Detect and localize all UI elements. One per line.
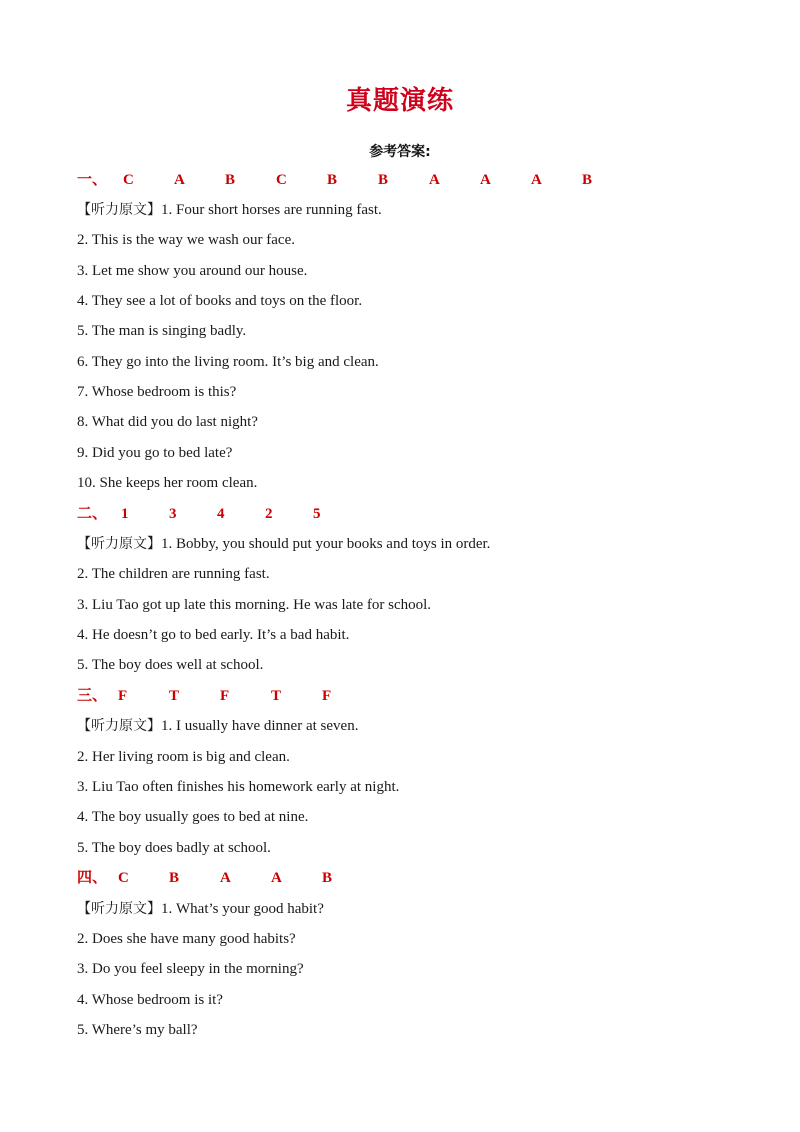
transcript-line: 3. Do you feel sleepy in the morning? [77,961,304,977]
transcript-line: 2. This is the way we wash our face. [77,232,295,248]
transcript-line: 6. They go into the living room. It’s big and clean. [77,354,379,370]
answer: C [123,172,134,188]
page-subtitle: 参考答案: [369,144,431,160]
answer: B [378,172,389,188]
answer: B [169,870,180,886]
answer: 3 [169,506,177,522]
answer: 4 [217,506,225,522]
transcript-line: 3. Liu Tao often finishes his homework early at night. [77,779,400,795]
transcript-line: 4. The boy usually goes to bed at nine. [77,809,309,825]
transcript-line: 4. They see a lot of books and toys on the floor. [77,293,363,309]
section-3-answers [77,686,373,706]
transcript-line: 5. Where’s my ball? [77,1022,198,1038]
transcript-line [77,716,358,736]
answer: B [225,172,236,188]
answer: A [271,870,282,886]
transcript-line: 5. The boy does badly at school. [77,840,271,856]
transcript-line [77,534,490,554]
answer: A [174,172,185,188]
answer: C [276,172,287,188]
answer: A [429,172,440,188]
section-label: 三、 [77,688,108,704]
page-title: 真题演练 [345,86,454,116]
transcript-line: 10. She keeps her room clean. [77,475,258,491]
transcript-line: 9. Did you go to bed late? [77,445,233,461]
transcript-line: 5. The boy does well at school. [77,657,264,673]
transcript-line: 3. Liu Tao got up late this morning. He was late for school. [77,597,432,613]
transcript-line: 5. The man is singing badly. [77,323,247,339]
transcript-line: 4. He doesn’t go to bed early. It’s a bad habit. [77,627,350,643]
answer: B [327,172,338,188]
section-label: 四、 [77,870,108,886]
transcript-tag: 【听力原文】 [77,536,161,552]
transcript-line: 8. What did you do last night? [77,414,258,430]
answer: F [118,688,128,704]
section-2-answers [77,504,361,524]
transcript-text: 1. What’s your good habit? [161,901,324,917]
answer: B [582,172,593,188]
answer: T [169,688,180,704]
transcript-line [77,899,324,919]
transcript-text: 1. Four short horses are running fast. [161,202,382,218]
transcript-line: 7. Whose bedroom is this? [77,384,237,400]
transcript-line: 2. The children are running fast. [77,566,270,582]
transcript-tag: 【听力原文】 [77,718,161,734]
answer: F [220,688,230,704]
transcript-line: 2. Does she have many good habits? [77,931,296,947]
transcript-text: 1. I usually have dinner at seven. [161,718,359,734]
answer: A [531,172,542,188]
section-4-answers [77,868,373,888]
section-label: 二、 [77,506,108,522]
transcript-line [77,200,382,220]
section-1-answers [77,170,633,190]
transcript-line: 4. Whose bedroom is it? [77,992,223,1008]
transcript-tag: 【听力原文】 [77,901,161,917]
answer: T [271,688,282,704]
answer: A [480,172,491,188]
transcript-line: 2. Her living room is big and clean. [77,749,290,765]
answer: C [118,870,129,886]
section-label: 一、 [77,172,108,188]
answer: A [220,870,231,886]
answer: B [322,870,333,886]
transcript-tag: 【听力原文】 [77,202,161,218]
answer: 5 [313,506,321,522]
answer: 2 [265,506,273,522]
transcript-line: 3. Let me show you around our house. [77,263,308,279]
transcript-text: 1. Bobby, you should put your books and toys in order. [161,536,491,552]
answer: 1 [121,506,129,522]
answer: F [322,688,332,704]
